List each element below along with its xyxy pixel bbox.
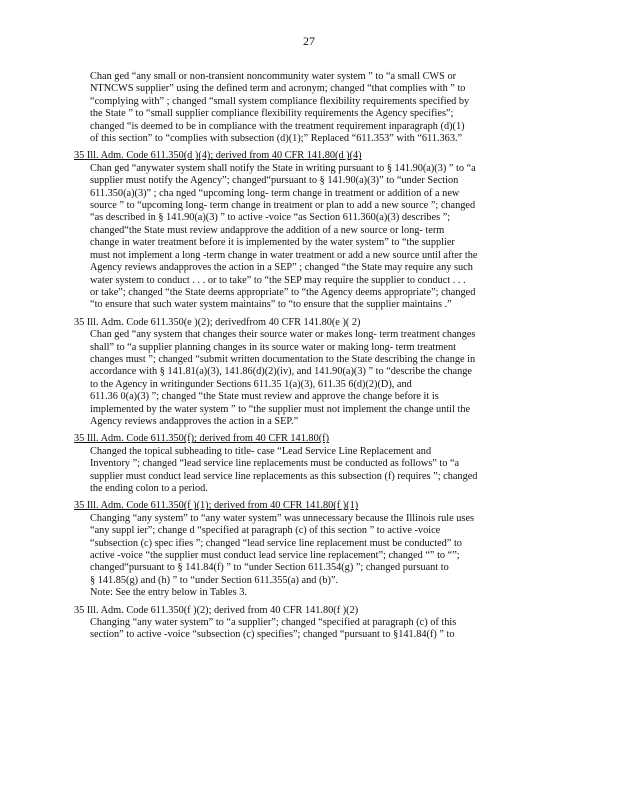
table-entry <box>74 605 544 642</box>
document-body <box>74 71 544 647</box>
text-line: shall” to “a supplier planning changes in its source water or making long- term treatment <box>90 341 457 353</box>
text-line: active -voice “the supplier must conduct lead service line replacement”; changed “” to “”; <box>90 550 460 562</box>
text-line: Agency reviews andapproves the action in a SEP.” <box>90 415 299 427</box>
text-line: supplier must conduct lead service line replacements as this subsection (f) requires ”; changed <box>90 470 478 482</box>
text-line: “complying with” ; changed “small system compliance flexibility requirements specified by <box>90 95 470 107</box>
text-line: section” to active -voice “subsection (c) specifies”; changed “pursuant to §141.84(f) ” to <box>90 629 455 641</box>
text-line: changed“the State must review andapprove the addition of a new source or long- term <box>90 224 445 236</box>
text-line: the State ” to “small supplier compliance flexibility requirements the Agency specifies”; <box>90 108 454 120</box>
citation-heading: 35 Ill. Adm. Code 611.350(f )(2); derived from 40 CFR 141.80(f )(2) <box>74 604 359 616</box>
text-line: 611.36 0(a)(3) ”; changed “the State must review and approve the change before it is <box>90 391 439 403</box>
entry-text <box>74 513 544 600</box>
text-line: Agency reviews andapproves the action in a SEP” ; changed “the State may require any such <box>90 262 473 274</box>
text-line: changed“pursuant to § 141.84(f) ” to “under Section 611.354(g) ”; changed pursuant to <box>90 562 449 574</box>
entry-text <box>74 163 544 312</box>
table-entry <box>74 150 544 311</box>
text-line: source ” to “upcoming long- term change in treatment or plan to add a new source ”; changed <box>90 200 476 212</box>
citation-heading: 35 Ill. Adm. Code 611.350(e )(2); derivedfrom 40 CFR 141.80(e )( 2) <box>74 316 361 328</box>
text-line: to the Agency in writingunder Sections 611.35 1(a)(3), 611.35 6(d)(2)(D), and <box>90 378 412 390</box>
text-line: Note: See the entry below in Tables 3. <box>90 587 247 599</box>
text-line: must not implement a long -term change in water treatment or add a new source until after the <box>90 249 478 261</box>
entry-text <box>74 329 544 428</box>
text-line: changed “is deemed to be in compliance with the treatment requirement inparagraph (d)(1) <box>90 120 465 132</box>
entry-text <box>74 446 544 496</box>
entry-text <box>74 617 544 642</box>
text-line: or take”; changed “the State deems appropriate” to “the Agency deems appropriate”; changed <box>90 286 476 298</box>
text-line: water system to conduct . . . or to take” to “the SEP may require the supplier to conduct . . . <box>90 274 466 286</box>
text-line: “subsection (c) spec ifies ”; changed “lead service line replacement must be conducted” to <box>90 537 462 549</box>
table-entry <box>74 71 544 145</box>
text-line: accordance with § 141.81(a)(3), 141.86(d)(2)(iv), and 141.90(a)(3) ” to “describe the change <box>90 366 472 378</box>
table-entry <box>74 433 544 495</box>
text-line: the ending colon to a period. <box>90 483 208 494</box>
citation-heading: 35 Ill. Adm. Code 611.350(f); derived from 40 CFR 141.80(f) <box>74 433 330 445</box>
text-line: “to ensure that such water system maintains” to “to ensure that the supplier maintains .” <box>90 299 452 311</box>
text-line: 611.350(a)(3)” ; cha nged “upcoming long- term change in treatment or addition of a new <box>90 187 460 199</box>
entry-text <box>74 71 544 145</box>
text-line: change in water treatment before it is implemented by the water system” to “the supplier <box>90 237 455 249</box>
text-line: Chan ged “any small or non-transient noncommunity water system ” to “a small CWS or <box>90 71 457 82</box>
text-line: Chan ged “anywater system shall notify the State in writing pursuant to § 141.90(a)(3) ” to “a <box>90 162 476 174</box>
text-line: Changing “any water system” to “a supplier”; changed “specified at paragraph (c) of this <box>90 617 457 629</box>
text-line: Changing “any system” to “any water system” was unnecessary because the Illinois rule uses <box>90 512 475 524</box>
citation-heading: 35 Ill. Adm. Code 611.350(d )(4); derived from 40 CFR 141.80(d )(4) <box>74 150 362 162</box>
text-line: Chan ged “any system that changes their source water or makes long- term treatment changes <box>90 329 476 341</box>
text-line: changes must ”; changed “submit written documentation to the State describing the change in <box>90 353 476 365</box>
text-line: “as described in § 141.90(a)(3) ” to active -voice “as Section 611.360(a)(3) describes ”; <box>90 212 451 224</box>
text-line: § 141.85(g) and (h) ” to “under Section 611.355(a) and (b)”. <box>90 574 339 586</box>
text-line: supplier must notify the Agency”; changed“pursuant to § 141.90(a)(3)” to “under Section <box>90 175 459 187</box>
citation-heading: 35 Ill. Adm. Code 611.350(f )(1); derived from 40 CFR 141.80(f )(1) <box>74 500 359 512</box>
text-line: Changed the topical subheading to title- case “Lead Service Line Replacement and <box>90 445 432 457</box>
table-entry <box>74 500 544 599</box>
text-line: Inventory ”; changed “lead service line replacements must be conducted as follows” to “a <box>90 458 460 470</box>
text-line: of this section” to “complies with subsection (d)(1);” Replaced “611.353” with “611.363.” <box>90 133 463 145</box>
text-line: NTNCWS supplier” using the defined term and acronym; changed “that complies with ” to <box>90 83 466 95</box>
text-line: “any suppl ier”; change d “specified at paragraph (c) of this section ” to active -voice <box>90 525 441 537</box>
page-number: 27 <box>303 34 315 48</box>
table-entry <box>74 317 544 429</box>
text-line: implemented by the water system ” to “the supplier must not implement the change until the <box>90 403 471 415</box>
